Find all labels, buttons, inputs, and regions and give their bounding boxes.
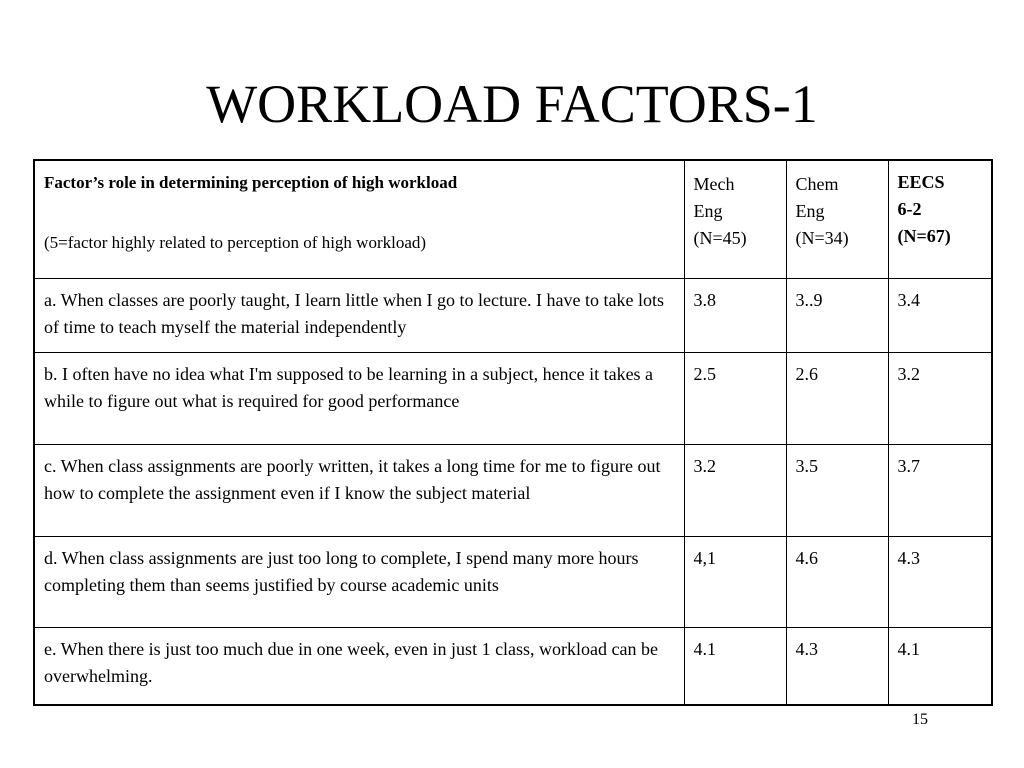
workload-factors-table [33,159,993,706]
mech-eng-value: 2.5 [684,352,786,444]
table-row [34,444,992,536]
header-chem-line-3: (N=34) [795,228,849,248]
mech-eng-value: 4,1 [684,536,786,627]
eecs-value: 4.1 [888,627,992,705]
table-row [34,536,992,627]
header-factor-note: (5=factor highly related to perception of high workload) [44,233,427,252]
factor-cell: a. When classes are poorly taught, I learn little when I go to lecture. I have to take lots of time to teach myself the material independently [34,278,684,352]
table-row [34,352,992,444]
header-mech-line-3: (N=45) [693,228,747,248]
table-row [34,278,992,352]
header-factor-title: Factor’s role in determining perception of high workload [44,173,458,192]
header-chem-eng-cell [786,160,888,278]
header-eecs-line-3: (N=67) [897,226,951,246]
mech-eng-value: 4.1 [684,627,786,705]
eecs-value: 3.7 [888,444,992,536]
eecs-value: 3.2 [888,352,992,444]
eecs-value: 3.4 [888,278,992,352]
page-number: 15 [912,711,928,728]
chem-eng-value: 2.6 [786,352,888,444]
header-eecs-cell [888,160,992,278]
chem-eng-value: 4.6 [786,536,888,627]
chem-eng-value: 4.3 [786,627,888,705]
table-row [34,627,992,705]
mech-eng-value: 3.2 [684,444,786,536]
chem-eng-value: 3..9 [786,278,888,352]
table-header-row [34,160,992,278]
header-eecs-line-1: EECS [897,172,945,192]
factor-cell: e. When there is just too much due in one week, even in just 1 class, workload can be overwhelming. [34,627,684,705]
factor-cell: b. I often have no idea what I'm supposed to be learning in a subject, hence it takes a while to figure out what is required for good performance [34,352,684,444]
chem-eng-value: 3.5 [786,444,888,536]
factor-cell: c. When class assignments are poorly written, it takes a long time for me to figure out how to complete the assignment even if I know the subject material [34,444,684,536]
slide-title: WORKLOAD FACTORS-1 [206,74,818,134]
header-mech-eng-cell [684,160,786,278]
header-chem-line-1: Chem [795,174,839,194]
header-mech-line-1: Mech [693,174,735,194]
factor-cell: d. When class assignments are just too long to complete, I spend many more hours completing them than seems justified by course academic units [34,536,684,627]
header-chem-line-2: Eng [795,201,825,221]
eecs-value: 4.3 [888,536,992,627]
mech-eng-value: 3.8 [684,278,786,352]
header-factor-cell [34,160,684,278]
header-mech-line-2: Eng [693,201,723,221]
header-eecs-line-2: 6-2 [897,199,922,219]
workload-table-container [33,159,993,706]
